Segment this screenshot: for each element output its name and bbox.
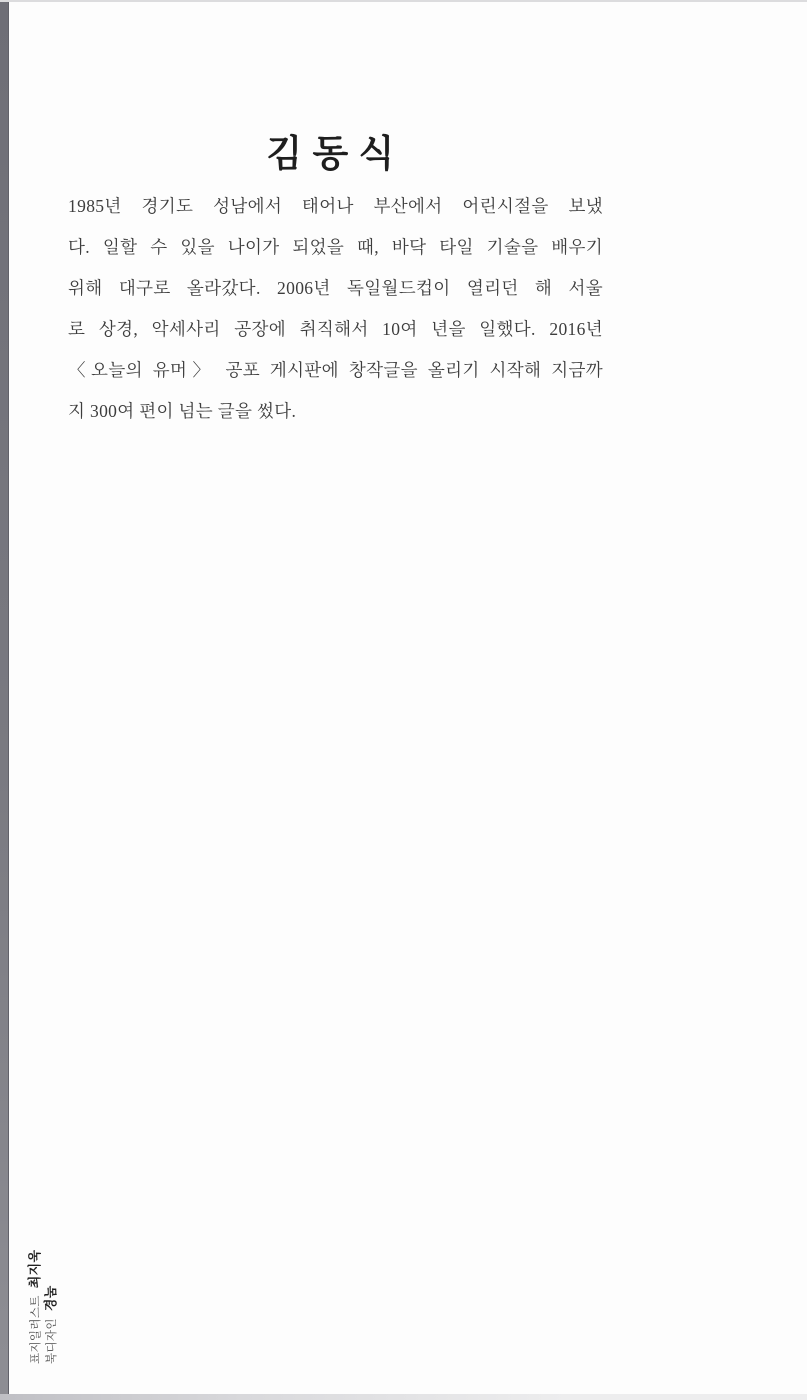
- bio-line: 위해 대구로 올라갔다. 2006년 독일월드컵이 열리던 해 서울: [68, 278, 603, 298]
- credit-book-designer-name: 경눔: [43, 1285, 58, 1312]
- bio-line: 1985년 경기도 성남에서 태어나 부산에서 어린시절을 보냈: [68, 196, 603, 216]
- scan-top-edge: [0, 0, 807, 2]
- bio-line: 〈오늘의 유머〉 공포 게시판에 창작글을 올리기 시작해 지금까: [68, 360, 603, 380]
- scan-gutter-band: [0, 0, 9, 1400]
- credit-cover-illustrator-label: 표지일러스트: [30, 1295, 42, 1364]
- bio-line: 로 상경, 악세사리 공장에 취직해서 10여 년을 일했다. 2016년: [68, 319, 603, 339]
- scan-bottom-edge: [0, 1394, 807, 1400]
- bio-line: 지 300여 편이 넘는 글을 썼다.: [68, 401, 297, 421]
- credit-cover-illustrator-name: 최지욱: [27, 1249, 42, 1289]
- credit-book-designer-label: 북디자인: [46, 1318, 58, 1364]
- author-name-title: 김동식: [266, 133, 405, 175]
- credit-book-designer: [40, 1285, 59, 1364]
- bio-line: 다. 일할 수 있을 나이가 되었을 때, 바닥 타일 기술을 배우기: [68, 237, 603, 257]
- author-bio-paragraph: [68, 186, 603, 432]
